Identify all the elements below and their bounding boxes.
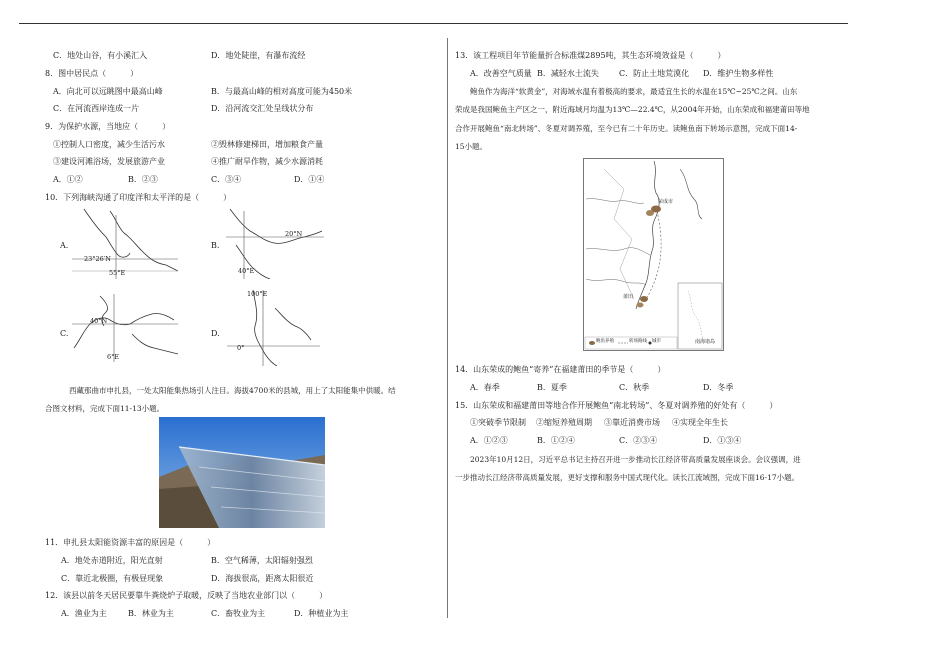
yangtze-intro-line-2: 一步推动长江经济带高质量发展，更好支撑和服务中国式现代化。读长江流域图，完成下面16-17小题。 (455, 473, 800, 482)
map-d-latitude: 0° (237, 344, 245, 352)
abalone-intro-line-2: 荣成是我国鲍鱼主产区之一，附近海域月均温为13℃—22.4℃，从2004年开始，山东荣成和福建莆田等地 (455, 105, 810, 114)
q7-option-d: D．地处陡崖，有瀑布流经 (211, 51, 306, 60)
map-legend-abalone: 鲍鱼养殖 (596, 339, 614, 344)
q9-option-d: D．①④ (294, 175, 325, 184)
map-b-longitude: 40°E (238, 267, 255, 275)
strait-map-c (70, 290, 180, 365)
abalone-transfer-map (583, 158, 724, 351)
q12-option-a: A．渔业为主 (61, 609, 107, 618)
abalone-intro-line-1: 鲍鱼作为海洋“软黄金”，对海域水温有着极高的要求，最适宜生长的水温在15℃~25℃之间。山东 (470, 87, 798, 96)
q12-option-c: C．畜牧业为主 (211, 609, 266, 618)
q14-stem: 14．山东荣成的鲍鱼“寄养”在福建莆田的季节是（ ） (455, 365, 666, 374)
q9-option-b: B．②③ (128, 175, 158, 184)
q15-stem: 15．山东荣成和福建莆田等地合作开展鲍鱼“南北转场”、冬夏对调养殖的好处有（ ） (455, 401, 778, 410)
q9-item-2: ②毁林修建梯田，增加粮食产量 (211, 140, 323, 149)
abalone-intro-line-3: 合作开展鲍鱼“南北转场”、冬夏对调养殖，至今已有二十年历史。读鲍鱼南下转场示意图，完成下面14- (455, 124, 798, 133)
q14-option-d: D．冬季 (703, 383, 734, 392)
q9-option-c: C．③④ (211, 175, 242, 184)
q11-option-b: B．空气稀薄，太阳辐射强烈 (211, 556, 313, 565)
q15-option-a: A．①②③ (470, 436, 508, 445)
map-label-rongcheng: 荣成市 (658, 199, 674, 205)
q11-option-c: C．靠近北极圈，有极昼现象 (61, 574, 164, 583)
q9-item-3: ③建设河滩浴场，发展旅游产业 (53, 157, 165, 166)
map-a-longitude: 55°E (109, 269, 126, 277)
q8-option-c: C．在河流西岸连成一片 (53, 104, 140, 113)
map-inset-label: 南海诸岛 (695, 339, 716, 345)
q10-option-b: B. (211, 241, 220, 250)
map-c-latitude: 40°N (90, 317, 108, 325)
q13-option-c: C．防止土地荒漠化 (619, 69, 690, 78)
passage-intro-line-1: 西藏那曲市申扎县，一处太阳能集热场引人注目。海拔4700米的县城，用上了太阳能集中供暖。结 (69, 386, 396, 395)
map-legend-city: 城市 (652, 339, 661, 344)
q8-option-a: A．向北可以远眺图中最高山峰 (53, 87, 163, 96)
q12-option-b: B．林业为主 (128, 609, 174, 618)
q9-item-1: ①控制人口密度，减少生活污水 (53, 140, 165, 149)
q15-item-3: ③靠近消费市场 (604, 418, 660, 427)
q10-option-d: D. (211, 329, 220, 338)
q13-option-d: D．维护生物多样性 (703, 69, 774, 78)
q8-stem: 8．图中居民点（ ） (45, 69, 139, 78)
q15-item-2: ②缩短养殖周期 (536, 418, 592, 427)
q14-option-a: A．春季 (470, 383, 500, 392)
q8-option-b: B．与最高山峰的相对高度可能为450米 (211, 87, 353, 96)
map-d-longitude: 100°E (247, 290, 268, 298)
q11-option-a: A．地处赤道附近，阳光直射 (61, 556, 163, 565)
q14-option-b: B．夏季 (537, 383, 567, 392)
map-a-latitude: 23°26′N (84, 255, 111, 263)
q7-option-c: C．地处山谷，有小溪汇入 (53, 51, 148, 60)
q8-option-d: D．沿河流交汇处呈线状分布 (211, 104, 314, 113)
q9-item-4: ④推广耐旱作物，减少水源消耗 (211, 157, 323, 166)
q13-option-a: A．改善空气质量 (470, 69, 532, 78)
q14-option-c: C．秋季 (619, 383, 650, 392)
q15-item-1: ①突破季节限制 (470, 418, 526, 427)
q15-option-d: D．①③④ (703, 436, 742, 445)
q10-option-c: C. (60, 329, 69, 338)
q9-stem: 9．为保护水源，当地应（ ） (45, 122, 171, 131)
abalone-intro-line-4: 15小题。 (455, 142, 488, 151)
header-rule (19, 23, 848, 24)
strait-map-a (70, 207, 180, 279)
q13-stem: 13．该工程项目年节能量折合标准煤2895吨，其生态环境效益是（ ） (455, 51, 726, 60)
map-c-longitude: 6°E (107, 353, 120, 361)
solar-collector-photo (159, 417, 325, 528)
q10-option-a: A. (60, 241, 69, 250)
map-label-putian: 莆田 (623, 294, 634, 300)
map-legend-route: 转场路线 (629, 339, 647, 344)
q12-option-d: D．种植业为主 (294, 609, 349, 618)
q15-item-4: ④实现全年生长 (672, 418, 728, 427)
map-b-latitude: 20°N (285, 230, 303, 238)
q10-stem: 10．下列海峡沟通了印度洋和太平洋的是（ ） (45, 193, 232, 202)
passage-intro-line-2: 合图文材料，完成下面11-13小题。 (45, 404, 165, 413)
q15-option-b: B．①②④ (537, 436, 575, 445)
q15-option-c: C．②③④ (619, 436, 658, 445)
q12-stem: 12．该县以前冬天居民要靠牛粪烧炉子取暖，反映了当地农业部门以（ ） (45, 591, 328, 600)
q11-option-d: D．海拔很高，距离太阳很近 (211, 574, 314, 583)
column-divider (447, 38, 448, 618)
q13-option-b: B．减轻水土流失 (537, 69, 599, 78)
strait-map-d (225, 288, 320, 366)
q9-option-a: A．①② (53, 175, 83, 184)
q11-stem: 11．申扎县太阳能资源丰富的原因是（ ） (45, 538, 216, 547)
yangtze-intro-line-1: 2023年10月12日，习近平总书记主持召开进一步推动长江经济带高质量发展座谈会。会议强调，进 (470, 455, 801, 464)
